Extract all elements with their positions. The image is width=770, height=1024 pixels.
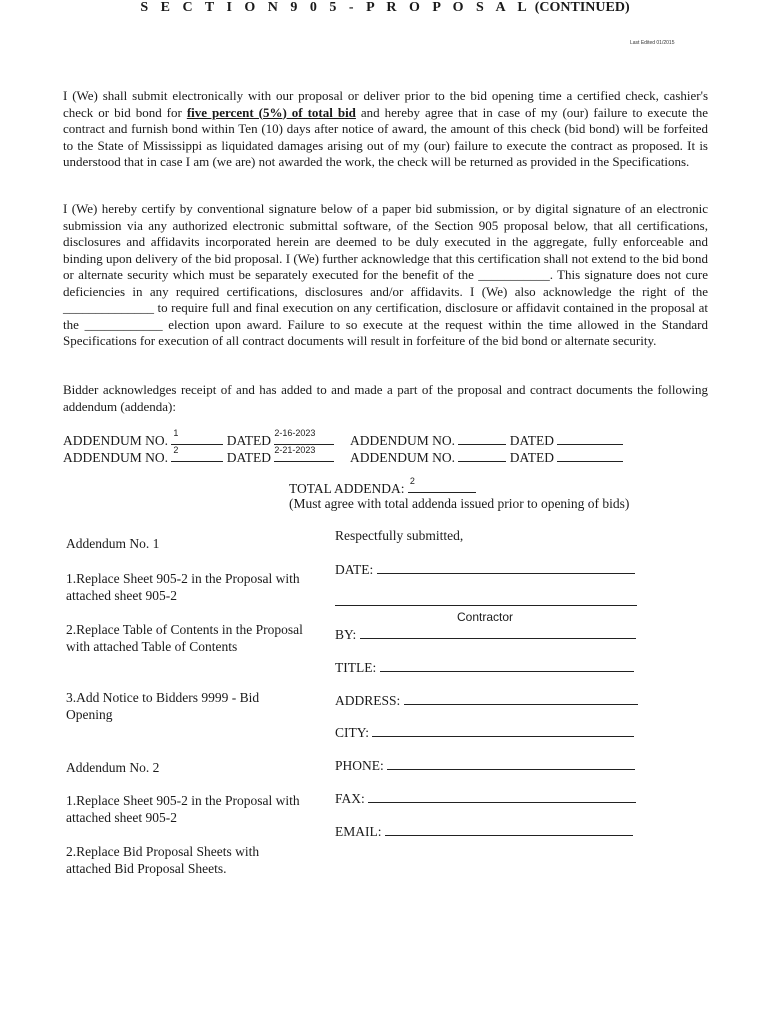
dated-label: DATED (509, 450, 554, 465)
fax-row (335, 790, 636, 807)
phone-label: PHONE: (335, 758, 384, 773)
email-field[interactable] (385, 823, 633, 836)
title-field[interactable] (380, 659, 634, 672)
total-addenda-field[interactable] (408, 476, 476, 497)
addendum-no-value-1: 1 (173, 428, 179, 438)
must-agree-note: (Must agree with total addenda issued prior to opening of bids) (289, 496, 630, 511)
addendum-no-field-2[interactable] (171, 445, 223, 466)
total-addenda-value: 2 (409, 476, 415, 486)
addendum-label: ADDENDUM NO. (63, 450, 168, 465)
addendum-date-field-3[interactable] (557, 432, 623, 445)
addendum-no-field-3[interactable] (458, 432, 506, 445)
phone-field[interactable] (387, 757, 635, 770)
fax-label: FAX: (335, 791, 365, 806)
paragraph1-text-b: and hereby agree that in case of my (our) failure to execute the contract and furnish bond within Ten (10) days after notice of award, the amount of this check (bid bond) will be forfeited to the State of Mississippi as liquidated damages arising out of my (our) failure to execute the contract as proposed. It is understood that in case I am (we are) not awarded the work, the check will be returned as provided in the Specifications. (63, 104, 708, 169)
address-row (335, 692, 638, 709)
fax-field[interactable] (368, 790, 636, 803)
title-row (335, 659, 634, 676)
city-label: CITY: (335, 725, 370, 740)
date-row (335, 561, 635, 578)
address-field[interactable] (404, 692, 638, 705)
addendum-1-item-3: 3.Add Notice to Bidders 9999 - Bid Opening (66, 690, 260, 722)
addenda-ack-paragraph: Bidder acknowledges receipt of and has added to and made a part of the proposal and contract documents the following addendum (addenda): (63, 382, 708, 414)
city-field[interactable] (372, 724, 634, 737)
addendum-row-2b (350, 449, 623, 466)
date-label: DATE: (335, 562, 374, 577)
addendum-2-title: Addendum No. 2 (66, 760, 160, 775)
addendum-no-field-4[interactable] (458, 449, 506, 462)
addendum-row-1b (350, 432, 623, 449)
addendum-date-value-1: 2-16-2023 (274, 428, 316, 438)
addendum-label: ADDENDUM NO. (350, 433, 455, 448)
addendum-2-item-2: 2.Replace Bid Proposal Sheets with attached Bid Proposal Sheets. (66, 844, 260, 876)
total-addenda-row (289, 476, 476, 497)
addendum-label: ADDENDUM NO. (63, 433, 168, 448)
paragraph1-text-a: I (We) shall submit electronically with our proposal or deliver prior to the bid opening time a certified check, cashier's check or bid bond for (63, 88, 708, 120)
addendum-2-item-1: 1.Replace Sheet 905-2 in the Proposal with attached sheet 905-2 (66, 793, 300, 825)
addendum-date-value-2: 2-21-2023 (274, 445, 316, 455)
address-label: ADDRESS: (335, 693, 401, 708)
contractor-field[interactable] (335, 593, 637, 606)
page-title (0, 0, 770, 16)
dated-label: DATED (509, 433, 554, 448)
dated-label: DATED (226, 450, 271, 465)
bid-percent-emphasis: five percent (5%) of total bid (186, 104, 356, 120)
city-row (335, 724, 634, 741)
bid-security-paragraph (63, 88, 708, 171)
addendum-1-item-1: 1.Replace Sheet 905-2 in the Proposal with attached sheet 905-2 (66, 571, 300, 603)
continued-label: (CONTINUED) (534, 0, 630, 15)
addendum-1-item-2: 2.Replace Table of Contents in the Proposal with attached Table of Contents (66, 622, 303, 654)
contractor-label: Contractor (457, 610, 514, 624)
respectfully-submitted: Respectfully submitted, (335, 528, 464, 543)
email-row (335, 823, 633, 840)
certification-paragraph: I (We) hereby certify by conventional signature below of a paper bid submission, or by digital signature of an electronic submission via any authorized electronic submittal software, of the Section 905 proposal below, that all certifications, disclosures and affidavits incorporated herein are deemed to be duly executed in the aggregate, fully enforceable and binding upon delivery of the bid proposal. I (We) further acknowledge that this certification shall not extend to the bid bond or alternate security which must be separately executed for the benefit of the ___________. This signature does not cure deficiencies in any required certifications, disclosures and/or affidavits. I (We) also acknowledge the right of the ______________ to require full and final execution on any certification, disclosure or affidavit contained in the proposal at the ____________ election upon award. Failure to so execute at the request within the time allowed in the Standard Specifications for execution of all contract documents will result in forfeiture of the bid bond or alternate security. (63, 201, 708, 348)
last-edited-note: Last Edited 01/2015 (630, 40, 675, 46)
phone-row (335, 757, 635, 774)
total-addenda-label: TOTAL ADDENDA: (289, 481, 405, 496)
contractor-row (335, 593, 637, 610)
title-label: TITLE: (335, 660, 377, 675)
addendum-no-value-2: 2 (173, 445, 179, 455)
by-row (335, 626, 636, 643)
dated-label: DATED (226, 433, 271, 448)
section-title: S E C T I O N 9 0 5 - P R O P O S A L (140, 0, 532, 15)
addendum-date-field-4[interactable] (557, 449, 623, 462)
by-field[interactable] (360, 626, 636, 639)
email-label: EMAIL: (335, 824, 382, 839)
addendum-label: ADDENDUM NO. (350, 450, 455, 465)
addendum-row-2 (63, 445, 334, 466)
addendum-1-title: Addendum No. 1 (66, 536, 160, 551)
by-label: BY: (335, 627, 357, 642)
date-field[interactable] (377, 561, 635, 574)
addendum-date-field-2[interactable] (274, 445, 334, 466)
